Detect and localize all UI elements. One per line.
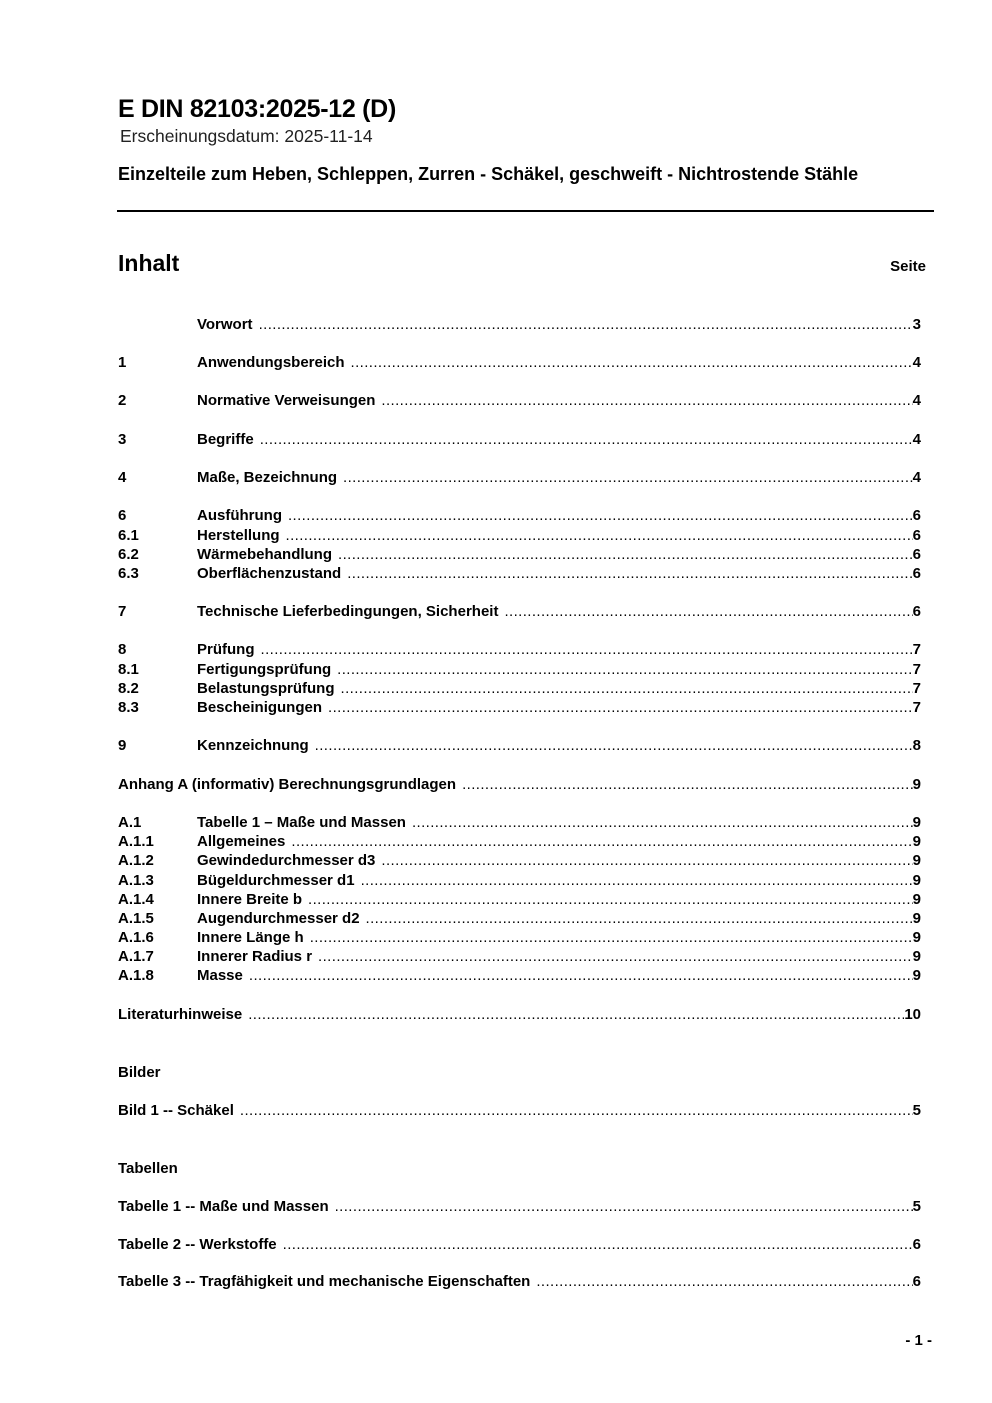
toc-entry-title: Tabelle 1 – Maße und Massen: [197, 814, 406, 831]
toc-entry-title: Oberflächenzustand: [197, 565, 342, 582]
toc-entry-page: 7: [912, 641, 921, 658]
toc-entry[interactable]: [118, 775, 921, 794]
toc-entry-number: A.1.3: [118, 872, 154, 889]
toc-entry-page: 8: [912, 737, 921, 754]
toc-entry-title: Literaturhinweise: [118, 1006, 243, 1023]
toc-entry-number: A.1: [118, 814, 142, 831]
toc-entry-title: Vorwort: [197, 316, 253, 333]
toc-leader: [288, 506, 913, 525]
toc-entry-title: Allgemeines: [197, 833, 286, 850]
toc-entry[interactable]: [118, 506, 921, 525]
toc-entry[interactable]: [118, 851, 921, 870]
toc-entry-number: A.1.4: [118, 891, 154, 908]
toc-entry[interactable]: [118, 832, 921, 851]
toc-entry[interactable]: [118, 698, 921, 717]
toc-entry-title: Augendurchmesser d2: [197, 910, 360, 927]
toc-entry-title: Anwendungsbereich: [197, 354, 345, 371]
toc-entry-number: 6.3: [118, 565, 139, 582]
toc-entry-title: Bügeldurchmesser d1: [197, 872, 355, 889]
toc-leader: [240, 1101, 913, 1120]
table-entry-title: Tabelle 2 -- Werkstoffe: [118, 1236, 277, 1253]
toc-entry-page: 4: [912, 354, 921, 371]
toc-entry-number: A.1.6: [118, 929, 154, 946]
toc-entry-page: 9: [912, 948, 921, 965]
toc-leader: [337, 660, 913, 679]
toc-entry-page: 9: [912, 967, 921, 984]
toc-entry-title: Normative Verweisungen: [197, 392, 376, 409]
toc-leader: [261, 640, 913, 659]
toc-entry[interactable]: [118, 353, 921, 372]
table-entry[interactable]: [118, 1272, 921, 1291]
toc-entry-title: Gewindedurchmesser d3: [197, 852, 376, 869]
toc-entry-title: Fertigungsprüfung: [197, 661, 332, 678]
toc-entry-title: Innerer Radius r: [197, 948, 313, 965]
toc-entry-number: 7: [118, 603, 127, 620]
toc-entry-number: 6.2: [118, 546, 139, 563]
tables-heading: Tabellen: [118, 1160, 178, 1177]
toc-leader: [260, 430, 913, 449]
toc-entry-number: A.1.2: [118, 852, 154, 869]
toc-leader: [308, 890, 913, 909]
toc-leader: [259, 315, 913, 334]
toc-leader: [366, 909, 913, 928]
toc-entry[interactable]: [118, 813, 921, 832]
table-entry-title: Tabelle 3 -- Tragfähigkeit und mechanische Eigenschaften: [118, 1273, 531, 1290]
toc-leader: [343, 468, 913, 487]
toc-entry-title: Maße, Bezeichnung: [197, 469, 338, 486]
toc-entry-title: Technische Lieferbedingungen, Sicherheit: [197, 603, 499, 620]
toc-entry-page: 9: [912, 814, 921, 831]
toc-entry-page: 9: [912, 910, 921, 927]
toc-entry[interactable]: [118, 966, 921, 985]
toc-entry-title: Anhang A (informativ) Berechnungsgrundlagen: [118, 776, 457, 793]
toc-entry[interactable]: [118, 909, 921, 928]
toc-entry-page: 4: [912, 392, 921, 409]
toc-entry[interactable]: [118, 391, 921, 410]
toc-entry-number: 3: [118, 431, 127, 448]
toc-entry-page: 7: [912, 680, 921, 697]
toc-entry-title: Innere Länge h: [197, 929, 304, 946]
toc-entry-page: 6: [912, 527, 921, 544]
toc-entry-number: 6.1: [118, 527, 139, 544]
toc-leader: [381, 851, 912, 870]
toc-leader: [338, 545, 913, 564]
toc-leader: [504, 602, 912, 621]
toc-entry-page: 9: [912, 833, 921, 850]
figure-entry-title: Bild 1 -- Schäkel: [118, 1102, 234, 1119]
toc-leader: [283, 1235, 913, 1254]
toc-entry[interactable]: [118, 430, 921, 449]
toc-entry-number: 6: [118, 507, 127, 524]
toc-entry-page: 3: [912, 316, 921, 333]
toc-leader: [347, 564, 912, 583]
toc-entry-number: 8: [118, 641, 127, 658]
toc-entry-title: Bescheinigungen: [197, 699, 323, 716]
toc-leader: [291, 832, 912, 851]
toc-entry-title: Ausführung: [197, 507, 282, 524]
toc-entry-title: Prüfung: [197, 641, 255, 658]
table-entry-page: 5: [912, 1198, 921, 1215]
toc-entry[interactable]: [118, 545, 921, 564]
document-title: Einzelteile zum Heben, Schleppen, Zurren - Schäkel, geschweift - Nichtrostende Stähle: [118, 164, 859, 184]
toc-entry-title: Innere Breite b: [197, 891, 303, 908]
toc-leader: [248, 1005, 904, 1024]
toc-leader: [536, 1272, 912, 1291]
publication-date: Erscheinungsdatum: 2025-11-14: [120, 126, 373, 146]
toc-entry-page: 6: [912, 507, 921, 524]
toc-leader: [249, 966, 913, 985]
toc-leader: [318, 947, 913, 966]
toc-entry-page: 6: [912, 565, 921, 582]
toc-entry-page: 10: [904, 1006, 921, 1023]
title-divider: [117, 210, 934, 212]
toc-leader: [310, 928, 913, 947]
toc-entry-number: A.1.7: [118, 948, 154, 965]
toc-entry-number: A.1.8: [118, 967, 154, 984]
toc-entry-page: 9: [912, 929, 921, 946]
toc-entry-page: 9: [912, 852, 921, 869]
toc-entry-title: Herstellung: [197, 527, 280, 544]
toc-leader: [361, 871, 913, 890]
document-id: E DIN 82103:2025-12 (D): [118, 95, 396, 123]
toc-leader: [462, 775, 913, 794]
toc-entry-number: 9: [118, 737, 127, 754]
toc-entry[interactable]: [118, 679, 921, 698]
toc-leader: [341, 679, 913, 698]
toc-leader: [286, 526, 913, 545]
toc-entry-page: 9: [912, 776, 921, 793]
toc-leader: [351, 353, 913, 372]
toc-entry-number: 8.2: [118, 680, 139, 697]
toc-entry-number: 1: [118, 354, 127, 371]
table-entry[interactable]: [118, 1235, 921, 1254]
toc-entry-page: 4: [912, 469, 921, 486]
toc-entry[interactable]: [118, 660, 921, 679]
toc-entry-page: 6: [912, 603, 921, 620]
toc-leader: [328, 698, 913, 717]
toc-entry-title: Masse: [197, 967, 243, 984]
toc-entry[interactable]: [118, 871, 921, 890]
toc-entry[interactable]: [118, 947, 921, 966]
toc-entry-page: 7: [912, 699, 921, 716]
table-entry-page: 6: [912, 1236, 921, 1253]
toc-entry-title: Kennzeichnung: [197, 737, 309, 754]
toc-entry-page: 7: [912, 661, 921, 678]
toc-leader: [315, 736, 913, 755]
table-entry-title: Tabelle 1 -- Maße und Massen: [118, 1198, 329, 1215]
page-column-label: Seite: [890, 258, 926, 275]
page-number: - 1 -: [905, 1332, 932, 1349]
toc-entry-number: 2: [118, 392, 127, 409]
table-entry[interactable]: [118, 1197, 921, 1216]
figure-entry[interactable]: [118, 1101, 921, 1120]
toc-entry-number: 4: [118, 469, 127, 486]
toc-entry-number: 8.3: [118, 699, 139, 716]
toc-entry[interactable]: [118, 315, 921, 334]
figure-entry-page: 5: [912, 1102, 921, 1119]
toc-entry[interactable]: [118, 640, 921, 659]
toc-entry[interactable]: [118, 736, 921, 755]
toc-entry[interactable]: [118, 1005, 921, 1024]
toc-heading: Inhalt: [118, 250, 180, 276]
toc-entry-title: Begriffe: [197, 431, 254, 448]
toc-entry[interactable]: [118, 468, 921, 487]
figures-heading: Bilder: [118, 1064, 161, 1081]
toc-leader: [335, 1197, 913, 1216]
toc-entry[interactable]: [118, 526, 921, 545]
toc-entry-title: Wärmebehandlung: [197, 546, 333, 563]
toc-entry-page: 6: [912, 546, 921, 563]
toc-entry-title: Belastungsprüfung: [197, 680, 335, 697]
toc-entry-number: A.1.5: [118, 910, 154, 927]
toc-entry-number: 8.1: [118, 661, 139, 678]
toc-entry[interactable]: [118, 890, 921, 909]
toc-entry[interactable]: [118, 564, 921, 583]
toc-leader: [381, 391, 912, 410]
toc-entry-page: 9: [912, 872, 921, 889]
toc-entry-page: 9: [912, 891, 921, 908]
toc-entry[interactable]: [118, 928, 921, 947]
toc-entry-number: A.1.1: [118, 833, 154, 850]
toc-leader: [412, 813, 913, 832]
table-entry-page: 6: [912, 1273, 921, 1290]
toc-entry[interactable]: [118, 602, 921, 621]
toc-entry-page: 4: [912, 431, 921, 448]
